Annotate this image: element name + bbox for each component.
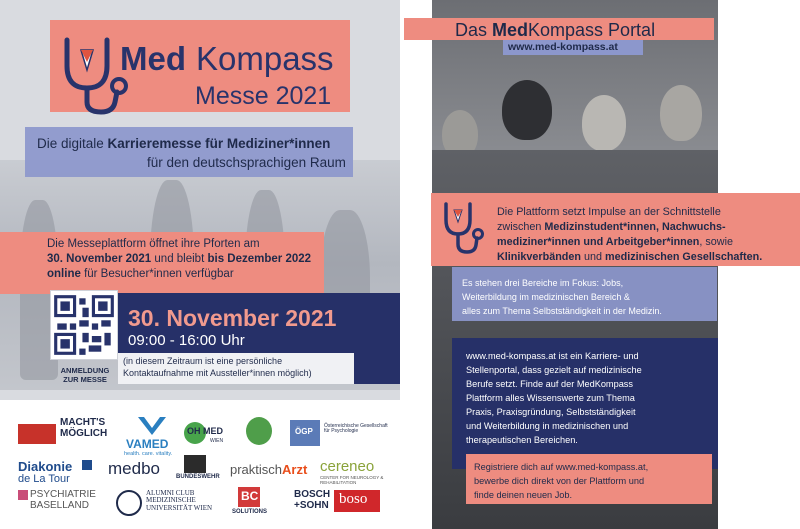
diakonie-cross-icon <box>82 460 92 470</box>
logo-text: Österreichische Gesellschaft <box>324 423 388 429</box>
qr-caption-2: ZUR MESSE <box>63 375 107 384</box>
alumni-club-logo <box>146 490 212 512</box>
medbo-logo: medbo <box>108 459 160 478</box>
impulse-text: , sowie <box>699 236 733 248</box>
machts-moeglich-logo <box>60 418 107 439</box>
cereneo-subtitle: CENTER FOR NEUROLOGY & REHABILITATION <box>320 475 384 485</box>
boso-logo: boso <box>339 491 368 507</box>
tagline-line-1 <box>37 136 330 151</box>
info-text: für Besucher*innen verfügbar <box>80 268 234 280</box>
focus-line-3: alles zum Thema Selbstständigkeit in der Medizin. <box>462 306 662 316</box>
oegp-logo: ÖGP <box>295 427 313 436</box>
tagline-text: Die digitale <box>37 136 108 151</box>
logo-text: de La Tour <box>18 472 70 485</box>
logo-text: für Psychologie <box>324 428 359 435</box>
portal-desc-line-6: und Weiterbildung in medizinischen und <box>466 421 629 431</box>
event-date: 30. November 2021 <box>128 305 337 331</box>
impulse-highlight: Klinikverbänden <box>497 251 581 263</box>
event-note-line-1: (in diesem Zeitraum ist eine persönliche <box>123 356 283 366</box>
logo-text: MACHT'S <box>60 417 106 428</box>
impulse-line-2 <box>497 221 726 233</box>
alumni-club-seal-icon <box>116 490 142 516</box>
portal-desc-line-3: Berufe setzt. Finde auf der MedKompass <box>466 379 633 389</box>
focus-line-2: Weiterbildung im medizinischen Bereich & <box>462 292 630 302</box>
bc-solutions-subtitle: SOLUTIONS <box>232 509 268 515</box>
portal-desc-line-2: Stellenportal, dass gezielt auf medizinische <box>466 365 642 375</box>
bundeswehr-cross-icon <box>184 455 206 473</box>
bc-solutions-logo: BC <box>241 489 259 503</box>
bundeswehr-logo: BUNDESWEHR <box>176 474 220 480</box>
logo-text: MEDIZINISCHE <box>146 496 196 505</box>
impulse-highlight: Medizinstudent*innen, Nachwuchs- <box>544 221 726 233</box>
vamed-subtitle: health. care. vitality. <box>124 451 173 457</box>
title-text: Kompass Portal <box>528 20 656 40</box>
diakonie-logo <box>18 460 72 485</box>
portal-url-link[interactable]: www.med-kompass.at <box>508 41 618 53</box>
logo-text: praktisch <box>230 462 283 477</box>
cereneo-logo: cereneo <box>320 458 375 475</box>
ohmed-subtitle: WIEN <box>210 438 224 444</box>
info-line-3 <box>47 268 234 280</box>
vamed-logo: VAMED <box>126 437 169 451</box>
portal-desc-line-7: therapeutischen Bereichen. <box>466 435 578 445</box>
info-line-1: Die Messeplattform öffnet ihre Pforten am <box>47 238 260 250</box>
ohmed-logo: OH MED <box>187 426 223 436</box>
brand-med: Med <box>120 40 186 77</box>
logo-text: ALUMNI CLUB <box>146 489 195 497</box>
register-line-3: finde deinen neuen Job. <box>474 490 573 500</box>
logo-text: BOSCH <box>294 489 331 500</box>
logo-text: +SOHN <box>294 499 329 511</box>
impulse-text: zwischen <box>497 221 545 233</box>
impulse-line-4 <box>497 251 762 263</box>
portal-desc-line-5: Praxis, Praxisgründung, Selbstständigkeit <box>466 407 636 417</box>
bosch-sohn-logo <box>294 490 330 511</box>
event-time: 09:00 - 16:00 Uhr <box>128 332 245 349</box>
focus-line-1: Es stehen drei Bereiche im Fokus: Jobs, <box>462 278 624 288</box>
info-start-date: 30. November 2021 <box>47 253 152 265</box>
red-cross-logo <box>18 424 56 444</box>
logo-text: BASELLAND <box>30 499 89 511</box>
portal-desc-line-4: Plattform alles Wissenswerte zum Thema <box>466 393 635 403</box>
logo-text: Diakonie <box>18 459 73 474</box>
register-line-1: Registriere dich auf www.med-kompass.at, <box>474 462 649 472</box>
impulse-highlight: medizinischen Gesellschaften. <box>605 251 763 263</box>
brand-kompass: Kompass <box>196 40 334 77</box>
impulse-highlight: mediziner*innen und Arbeitgeber*innen <box>497 236 700 248</box>
info-text: und bleibt <box>151 253 208 265</box>
tagline-line-2: für den deutschsprachigen Raum <box>147 155 346 170</box>
logo-text: Arzt <box>282 462 308 477</box>
oegp-text <box>324 424 388 435</box>
stethoscope-icon <box>440 202 484 256</box>
portal-desc-line-1: www.med-kompass.at ist ein Karriere- und <box>466 351 639 361</box>
logo-text: MÖGLICH <box>60 427 108 439</box>
event-note-line-2: Kontaktaufnahme mit Aussteller*innen möglich) <box>123 368 312 378</box>
register-line-2: bewerbe dich direkt von der Plattform und <box>474 476 645 486</box>
vamed-v-icon <box>136 415 168 437</box>
info-online: online <box>47 268 81 280</box>
title-text: Das <box>455 20 493 40</box>
impulse-text: und <box>581 251 606 263</box>
impulse-line-3 <box>497 236 733 248</box>
logo-text: UNIVERSITÄT WIEN <box>146 503 213 512</box>
psychiatrie-logo <box>30 490 96 511</box>
psychiatrie-square-icon <box>18 490 28 500</box>
registration-qr-code[interactable] <box>50 290 118 360</box>
qr-caption-1: ANMELDUNG <box>60 366 110 375</box>
green-seal-icon <box>246 417 272 445</box>
info-end-date: bis Dezember 2022 <box>207 253 312 265</box>
brand-messe-year: Messe 2021 <box>195 82 332 110</box>
logo-text: PSYCHIATRIE <box>30 489 96 500</box>
title-highlight: Med <box>492 20 529 40</box>
info-line-2 <box>47 253 311 265</box>
praktischarzt-logo <box>230 463 307 477</box>
tagline-highlight: Karrieremesse für Mediziner*innen <box>107 136 331 151</box>
portal-title <box>455 20 655 41</box>
impulse-line-1: Die Plattform setzt Impulse an der Schnittstelle <box>497 206 721 218</box>
